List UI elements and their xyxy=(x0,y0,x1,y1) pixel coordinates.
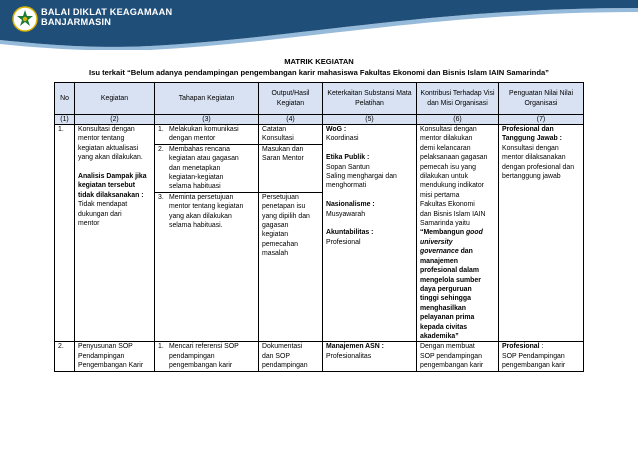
column-number: (4) xyxy=(259,115,323,125)
column-header-kontribusi: Kontribusi Terhadap Visi dan Misi Organisasi xyxy=(417,83,499,115)
spacer xyxy=(262,164,319,173)
quote-text: akademika” xyxy=(420,332,459,340)
text-line: pengembangan karir xyxy=(169,362,233,370)
column-number: (2) xyxy=(75,115,155,125)
text-line: mendukung indikator xyxy=(420,182,484,190)
text-line: pendampingan xyxy=(262,362,308,370)
step-number: 2. xyxy=(158,145,164,153)
text-line: mentor xyxy=(78,220,100,228)
document-title: MATRIK KEGIATAN xyxy=(284,57,354,66)
column-number: (3) xyxy=(155,115,259,125)
quote-italic-text: university xyxy=(420,238,453,246)
output-segment xyxy=(259,192,322,259)
output-segment xyxy=(259,144,322,192)
impact-heading-line: kegiatan tersebut xyxy=(78,182,136,190)
text-line: Dokumentasi xyxy=(262,343,303,351)
substansi-label: Nasionalisme : xyxy=(326,201,375,209)
step-list xyxy=(158,125,255,230)
text-line: dukungan dari xyxy=(78,210,122,218)
text-line: mentor tentang kegiatan xyxy=(169,203,244,211)
text-line: mentor dilakukan xyxy=(420,135,473,143)
text-line: Catatan xyxy=(262,126,287,133)
cell-output xyxy=(259,125,323,342)
text-line: Tidak mendapat xyxy=(78,201,128,209)
text-line: Masukan dan xyxy=(262,145,304,153)
text-line: pengembangan karir xyxy=(420,362,484,370)
column-header-no: No xyxy=(55,83,75,115)
text-line: dan Bisnis Islam IAIN xyxy=(420,210,486,218)
text-line: kegiatan xyxy=(262,231,289,239)
text-line: Pengembangan Karir xyxy=(78,362,144,370)
text-line: kegiatan atau gagasan xyxy=(169,155,239,163)
spacer xyxy=(326,144,413,153)
quote-text: dan xyxy=(458,248,473,256)
step-item xyxy=(155,192,258,231)
step-number: 3. xyxy=(158,193,164,201)
value-heading-text: Profesional xyxy=(502,343,540,351)
column-number: (7) xyxy=(499,115,584,125)
spacer xyxy=(326,191,413,200)
impact-heading-line: tidak dilaksanakan : xyxy=(78,191,144,199)
text-line: selama habituasi xyxy=(169,183,221,191)
brand-line-1: BALAI DIKLAT KEAGAMAAN xyxy=(41,7,173,17)
document-heading xyxy=(0,56,638,78)
brand-name xyxy=(41,7,172,27)
column-header-tahapan: Tahapan Kegiatan xyxy=(155,83,259,115)
text-line: misi pertama xyxy=(420,191,460,199)
text-line: kegiatan aktualisasi xyxy=(78,144,139,152)
quote-italic-text: governance xyxy=(420,248,459,256)
step-item xyxy=(155,144,258,192)
text-line: masalah xyxy=(262,250,289,258)
quote-text: menghasilkan xyxy=(420,304,466,312)
text-line: Mencari referensi SOP xyxy=(169,343,239,351)
cell-substansi xyxy=(323,125,417,342)
cell-kegiatan xyxy=(75,125,155,342)
text-line: Konsultasi xyxy=(262,135,294,143)
text-line: Meminta persetujuan xyxy=(169,193,234,201)
cell-penguatan xyxy=(499,125,584,342)
column-header-kegiatan: Kegiatan xyxy=(75,83,155,115)
spacer xyxy=(262,182,319,191)
text-line: selama habituasi. xyxy=(169,222,223,230)
text-line: SOP Pendampingan xyxy=(502,352,565,360)
column-number: (1) xyxy=(55,115,75,125)
quote-text: “Membangun xyxy=(420,229,466,237)
step-item xyxy=(158,125,255,144)
cell-output xyxy=(259,342,323,371)
text-line: Sopan Santun xyxy=(326,163,370,171)
step-list xyxy=(158,342,255,370)
text-line: Musyawarah xyxy=(326,210,366,218)
text-line: dan menetapkan xyxy=(169,164,221,172)
text-line: yang akan dilakukan xyxy=(169,212,232,220)
text-line: pemecah isu yang xyxy=(420,163,476,171)
text-line: Konsultasi dengan xyxy=(420,126,477,133)
cell-penguatan xyxy=(499,342,584,371)
quote-text: manajemen xyxy=(420,257,458,265)
step-number: 1. xyxy=(158,343,164,351)
text-line: yang dipilih dan xyxy=(262,212,310,220)
text-line: Fakultas Ekonomi xyxy=(420,201,475,209)
column-header-substansi: Keterkaitan Substansi Mata Pelatihan xyxy=(323,83,417,115)
text-line: SOP pendampingan xyxy=(420,352,482,360)
text-line: pendampingan xyxy=(169,352,215,360)
text-line: Koordinasi xyxy=(326,135,359,143)
cell-kontribusi xyxy=(417,342,499,371)
quote-text: mengelola sumber xyxy=(420,276,481,284)
table-row xyxy=(55,342,584,371)
value-heading-colon: : xyxy=(539,343,544,351)
table-header-row xyxy=(55,83,584,115)
activity-matrix-table xyxy=(54,82,584,372)
text-line: gagasan xyxy=(262,222,289,230)
quote-text: kepada civitas xyxy=(420,323,468,331)
quote-line xyxy=(420,228,495,237)
quote-text: profesional dalam xyxy=(420,267,479,275)
cell-substansi xyxy=(323,342,417,371)
substansi-label: Manajemen ASN : xyxy=(326,343,384,351)
step-number: 1. xyxy=(158,126,164,133)
text-line: demi kelancaran xyxy=(420,144,471,152)
document-subtitle: Isu terkait “Belum adanya pendampingan pengembangan karir mahasiswa Fakultas Ekonomi dan Bisnis Islam IAIN Samarinda” xyxy=(89,68,549,77)
table-row xyxy=(55,125,584,342)
impact-heading-line: Analisis Dampak jika xyxy=(78,173,147,181)
text-line: dengan mentor xyxy=(169,135,216,143)
text-line: menghormati xyxy=(326,182,367,190)
text-line: Profesional xyxy=(326,238,361,246)
text-line: dilakukan untuk xyxy=(420,173,468,181)
cell-kontribusi xyxy=(417,125,499,342)
text-line: mentor dilaksanakan xyxy=(502,154,566,162)
spacer xyxy=(78,163,151,172)
text-line: Saling menghargai dan xyxy=(326,173,397,181)
substansi-label: Etika Publik : xyxy=(326,154,370,162)
column-number: (6) xyxy=(417,115,499,125)
text-line: Konsultasi dengan xyxy=(502,144,559,152)
text-line: Konsultasi dengan xyxy=(78,126,135,133)
text-line: pemecahan xyxy=(262,240,299,248)
row-number: 2. xyxy=(55,342,75,371)
quote-text: tinggi sehingga xyxy=(420,295,471,303)
text-line: pelaksanaan gagasan xyxy=(420,154,488,162)
text-line: Persetujuan xyxy=(262,193,299,201)
quote-italic-text: good xyxy=(465,229,483,237)
spacer xyxy=(326,219,413,228)
text-line: Membahas rencana xyxy=(169,145,230,153)
text-line: Saran Mentor xyxy=(262,155,304,163)
row-number: 1. xyxy=(55,125,75,342)
column-number: (5) xyxy=(323,115,417,125)
text-line: Samarinda yaitu xyxy=(420,220,470,228)
step-item xyxy=(158,342,255,370)
text-line: Penyusunan SOP xyxy=(78,343,133,351)
quote-line xyxy=(420,247,495,256)
substansi-label: Akuntabilitas : xyxy=(326,229,374,237)
value-heading-line: Tanggung Jawab : xyxy=(502,135,562,143)
cell-tahapan xyxy=(155,342,259,371)
text-line: dengan profesional dan xyxy=(502,163,575,171)
text-line: Profesionalitas xyxy=(326,352,372,360)
text-line: Melakukan komunikasi xyxy=(169,126,239,133)
text-line: bertanggung jawab xyxy=(502,173,561,181)
text-line: penetapan isu xyxy=(262,203,306,211)
text-line: mentor tentang xyxy=(78,135,125,143)
value-heading-line xyxy=(502,342,580,351)
cell-tahapan xyxy=(155,125,259,342)
brand-line-2: BANJARMASIN xyxy=(41,17,112,27)
cell-kegiatan xyxy=(75,342,155,371)
quote-text: pelayanan prima xyxy=(420,314,475,322)
text-line: Pendampingan xyxy=(78,352,125,360)
text-line: yang akan dilakukan. xyxy=(78,154,143,162)
text-line: dan SOP xyxy=(262,352,290,360)
ministry-emblem-icon xyxy=(12,6,38,32)
column-header-penguatan: Penguatan Nilai Nilai Organisasi xyxy=(499,83,584,115)
text-line: Dengan membuat xyxy=(420,343,475,351)
column-number-row xyxy=(55,115,584,125)
spacer xyxy=(262,173,319,182)
substansi-label: WoG : xyxy=(326,126,347,133)
text-line: pengembangan karir xyxy=(502,362,566,370)
value-heading-line: Profesional dan xyxy=(502,126,554,133)
text-line: kegiatan-kegiatan xyxy=(169,174,224,182)
column-header-output: Output/Hasil Kegiatan xyxy=(259,83,323,115)
quote-text: daya perguruan xyxy=(420,285,472,293)
